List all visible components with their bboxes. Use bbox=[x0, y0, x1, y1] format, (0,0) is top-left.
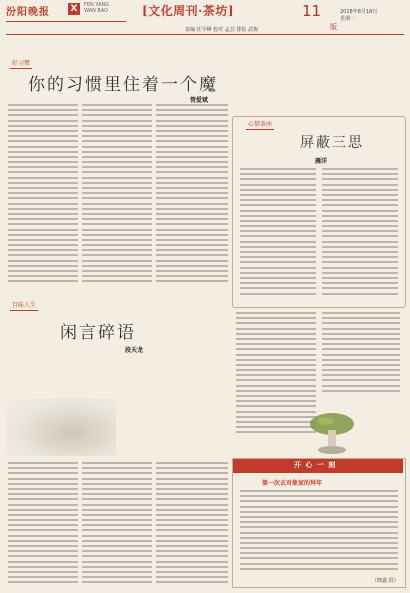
article2-author: 雁洋 bbox=[315, 158, 328, 165]
article1-column-2 bbox=[82, 104, 152, 292]
article2-title: 屏蔽三思 bbox=[300, 135, 364, 151]
masthead-rule-wide bbox=[6, 34, 404, 35]
article3-illustration bbox=[6, 398, 116, 456]
article3-column-2 bbox=[82, 462, 152, 590]
masthead-x-mark: X bbox=[68, 3, 80, 15]
article3-author: 段天龙 bbox=[125, 347, 144, 354]
funny-title: 开 心 一 刻 bbox=[294, 461, 337, 469]
article1-title: 你的习惯里住着一个魔 bbox=[28, 75, 218, 95]
article1-column-3 bbox=[156, 104, 228, 292]
article1-column-1 bbox=[8, 104, 78, 292]
funny-subtitle: 第一次去对象家的拜年 bbox=[262, 480, 323, 487]
masthead-logo: 汾阳晚报 bbox=[6, 7, 50, 18]
masthead-rule bbox=[6, 21, 126, 22]
section-title: [文化周刊·茶坊] bbox=[142, 4, 235, 18]
article1-tag: 好习惯 bbox=[12, 60, 31, 67]
article2-continuation-2 bbox=[322, 312, 400, 404]
article2-tag: 心情茶座 bbox=[248, 121, 273, 128]
staff-credits: 责编 任学峰 校对 孟芸 排版 武梅 bbox=[185, 27, 258, 33]
article1-author: 管爱斌 bbox=[190, 97, 209, 104]
article3-title: 闲言碎语 bbox=[60, 323, 136, 343]
article2-column-1 bbox=[240, 168, 316, 302]
page-number: 11 bbox=[302, 2, 322, 20]
masthead-publication: FEN YANG WAN BAO bbox=[84, 2, 110, 14]
funny-body bbox=[240, 490, 398, 574]
article3-column-3 bbox=[156, 462, 228, 590]
article3-column-1 bbox=[8, 462, 78, 590]
article3-tag: 百味人生 bbox=[12, 302, 37, 309]
article2-column-2 bbox=[322, 168, 398, 302]
page-suffix: 版 bbox=[330, 23, 337, 31]
mushroom-illustration bbox=[302, 410, 362, 456]
issue-date: 2018年8月18日 星期一 bbox=[340, 9, 378, 22]
funny-credit: （晓鑫 供） bbox=[372, 578, 399, 584]
